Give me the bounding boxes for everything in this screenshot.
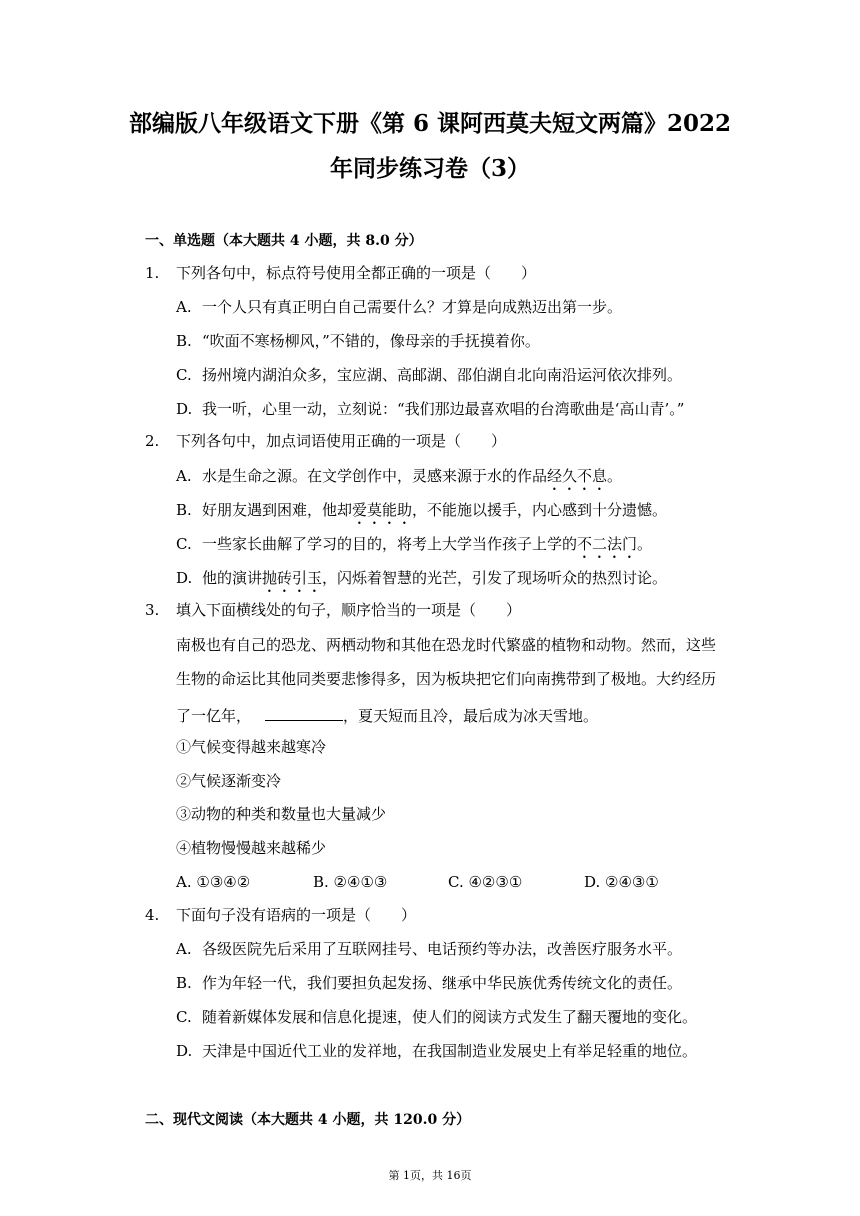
option-c bbox=[176, 535, 652, 562]
option-letter: D. bbox=[176, 1042, 193, 1060]
option-text-pre: 一些家长曲解了学习的目的，将考上大学当作孩子上学的 bbox=[202, 535, 578, 553]
option-text-post: ，不能施以援手，内心感到十分遗憾。 bbox=[412, 501, 668, 519]
option-letter: A. bbox=[176, 940, 192, 958]
passage-line bbox=[176, 706, 598, 724]
option-text: 天津是中国近代工业的发祥地，在我国制造业发展史上有举足轻重的地位。 bbox=[202, 1042, 698, 1060]
option-a bbox=[176, 467, 622, 494]
option-letter: B. bbox=[176, 332, 192, 350]
sentence-item: ③动物的种类和数量也大量减少 bbox=[176, 805, 387, 823]
question-stem: 下面句子没有语病的一项是（ ） bbox=[176, 906, 417, 924]
choice-b: B. ②④①③ bbox=[313, 873, 388, 891]
option-text: 一个人只有真正明白自己需要什么？才算是向成熟迈出第一步。 bbox=[202, 298, 623, 316]
question-number: 1. bbox=[145, 264, 160, 282]
question-number: 3. bbox=[145, 601, 160, 619]
option-letter: D. bbox=[176, 400, 193, 418]
option-letter: C. bbox=[176, 366, 192, 384]
option-text-post: 。 bbox=[637, 535, 653, 553]
option-c bbox=[176, 1010, 697, 1025]
sentence-item: ④植物慢慢越来越稀少 bbox=[176, 839, 327, 857]
choice-a: A. ①③④② bbox=[176, 873, 251, 891]
option-c bbox=[176, 368, 682, 383]
option-text-pre: 水是生命之源。在文学创作中，灵感来源于水的作品 bbox=[202, 467, 548, 485]
passage-text-pre: 了一亿年， bbox=[176, 707, 252, 725]
option-b bbox=[176, 334, 540, 349]
passage-text-post: ，夏天短而且冷，最后成为冰天雪地。 bbox=[343, 707, 599, 725]
dotted-phrase: 抛砖引玉 bbox=[262, 569, 323, 587]
sentence-item: ②气候逐渐变冷 bbox=[176, 772, 282, 790]
question-stem: 填入下面横线处的句子，顺序恰当的一项是（ ） bbox=[176, 601, 522, 619]
option-text: “吹面不寒杨柳风，”不错的，像母亲的手抚摸着你。 bbox=[202, 332, 540, 350]
option-letter: A. bbox=[176, 467, 192, 485]
option-d bbox=[176, 402, 684, 417]
option-text: 各级医院先后采用了互联网挂号、电话预约等办法，改善医疗服务水平。 bbox=[202, 940, 683, 958]
section-heading-reading: 二、现代文阅读（本大题共 4 小题，共 120.0 分） bbox=[145, 1112, 471, 1128]
option-b bbox=[176, 976, 682, 991]
option-text: 我一听，心里一动，立刻说：“我们那边最喜欢唱的台湾歌曲是‘高山青’。” bbox=[202, 400, 685, 418]
fill-blank bbox=[265, 706, 343, 721]
option-text: 扬州境内湖泊众多，宝应湖、高邮湖、邵伯湖自北向南沿运河依次排列。 bbox=[202, 366, 683, 384]
option-text-post: ，闪烁着智慧的光芒，引发了现场听众的热烈讨论。 bbox=[322, 569, 668, 587]
option-letter: B. bbox=[176, 501, 192, 519]
dotted-phrase: 爱莫能助 bbox=[352, 501, 413, 519]
question-stem: 下列各句中，标点符号使用全都正确的一项是（ ） bbox=[176, 264, 537, 282]
option-text-post: 。 bbox=[607, 467, 623, 485]
option-a bbox=[176, 300, 622, 315]
option-text: 随着新媒体发展和信息化提速，使人们的阅读方式发生了翻天覆地的变化。 bbox=[202, 1008, 698, 1026]
choice-c: C. ④②③① bbox=[448, 873, 523, 891]
passage-line: 生物的命运比其他同类要悲惨得多，因为板块把它们向南携带到了极地。大约经历 bbox=[176, 670, 717, 688]
option-b bbox=[176, 501, 667, 528]
option-text-pre: 好朋友遇到困难，他却 bbox=[202, 501, 353, 519]
question-number: 4. bbox=[145, 906, 160, 924]
document-title-line2: 年同步练习卷（3） bbox=[329, 155, 530, 182]
option-text: 作为年轻一代，我们要担负起发扬、继承中华民族优秀传统文化的责任。 bbox=[202, 974, 683, 992]
option-letter: C. bbox=[176, 535, 192, 553]
page-footer: 第 1页，共 16页 bbox=[388, 1169, 472, 1182]
option-letter: C. bbox=[176, 1008, 192, 1026]
option-d bbox=[176, 569, 667, 596]
dotted-phrase: 经久不息 bbox=[547, 467, 608, 485]
option-letter: B. bbox=[176, 974, 192, 992]
question-stem: 下列各句中，加点词语使用正确的一项是（ ） bbox=[176, 432, 507, 450]
section-heading-single-choice: 一、单选题（本大题共 4 小题，共 8.0 分） bbox=[145, 233, 423, 249]
passage-line: 南极也有自己的恐龙、两栖动物和其他在恐龙时代繁盛的植物和动物。然而，这些 bbox=[176, 636, 717, 654]
option-text-pre: 他的演讲 bbox=[202, 569, 263, 587]
option-a bbox=[176, 942, 682, 957]
option-letter: A. bbox=[176, 298, 192, 316]
question-number: 2. bbox=[145, 432, 160, 450]
sentence-item: ①气候变得越来越寒冷 bbox=[176, 738, 327, 756]
choice-d: D. ②④③① bbox=[584, 873, 659, 891]
dotted-phrase: 不二法门 bbox=[577, 535, 638, 553]
option-d bbox=[176, 1044, 697, 1059]
option-letter: D. bbox=[176, 569, 193, 587]
document-title-line1: 部编版八年级语文下册《第 6 课阿西莫夫短文两篇》2022 bbox=[128, 110, 732, 137]
